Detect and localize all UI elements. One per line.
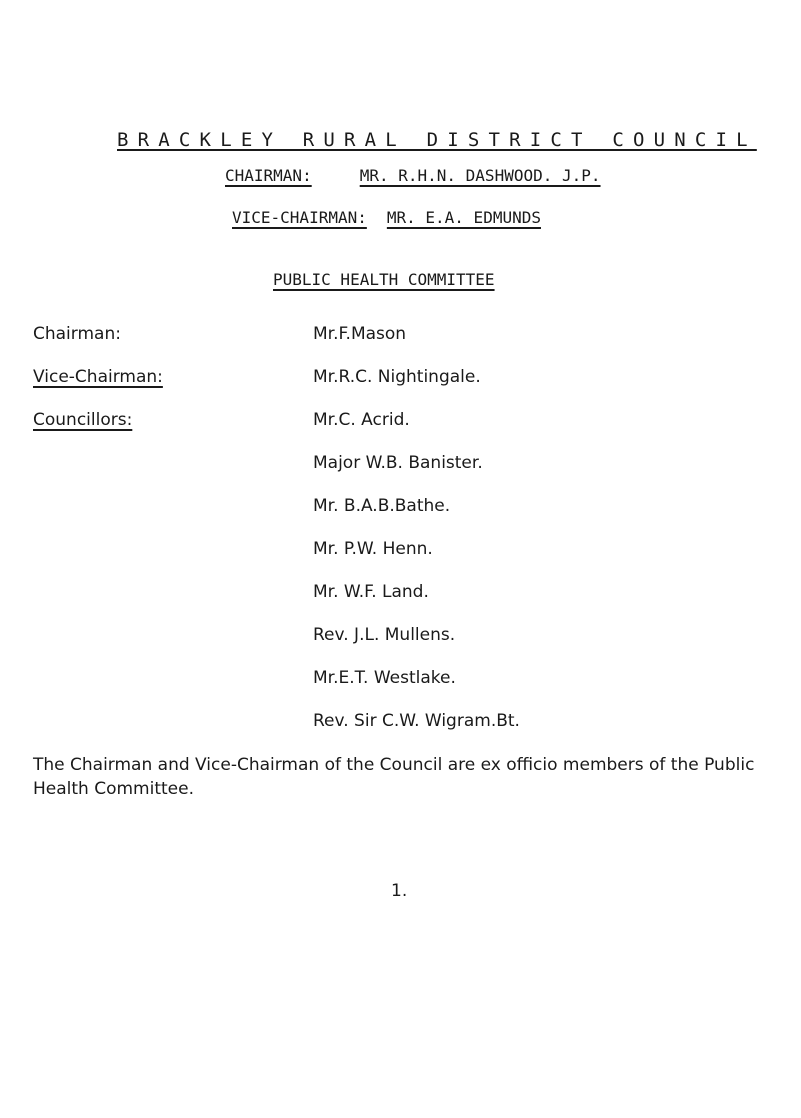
council-vice-chairman-row: [232, 208, 541, 227]
council-vice-chairman-name: MR. E.A. EDMUNDS: [386, 208, 541, 227]
councillor-item: Mr. P.W. Henn.: [313, 539, 433, 559]
councillor-item: Mr.C. Acrid.: [313, 410, 410, 430]
council-vice-chairman-label: VICE-CHAIRMAN:: [232, 208, 367, 227]
committee-chairman-name: Mr.F.Mason: [313, 324, 407, 344]
committee-chairman-label: Chairman:: [33, 324, 121, 344]
councillor-item: Rev. J.L. Mullens.: [313, 625, 456, 645]
page-number: 1.: [391, 881, 408, 901]
committee-title: PUBLIC HEALTH COMMITTEE: [273, 270, 495, 289]
councillor-item: Mr. B.A.B.Bathe.: [313, 496, 451, 516]
councillor-item: Mr.E.T. Westlake.: [313, 668, 456, 688]
council-chairman-name: MR. R.H.N. DASHWOOD. J.P.: [359, 166, 601, 185]
councillor-item: Major W.B. Banister.: [313, 453, 483, 473]
councillor-item: Mr. W.F. Land.: [313, 582, 429, 602]
council-chairman-label: CHAIRMAN:: [225, 166, 312, 185]
council-chairman-row: [225, 166, 601, 185]
ex-officio-note: The Chairman and Vice-Chairman of the Council are ex officio members of the Public Health Committee.: [33, 755, 755, 799]
committee-vice-chairman-label: Vice-Chairman:: [33, 367, 163, 387]
councillors-label: Councillors:: [33, 410, 133, 430]
councillor-item: Rev. Sir C.W. Wigram.Bt.: [313, 711, 520, 731]
committee-vice-chairman-name: Mr.R.C. Nightingale.: [313, 367, 481, 387]
council-title: BRACKLEY RURAL DISTRICT COUNCIL: [117, 129, 757, 151]
